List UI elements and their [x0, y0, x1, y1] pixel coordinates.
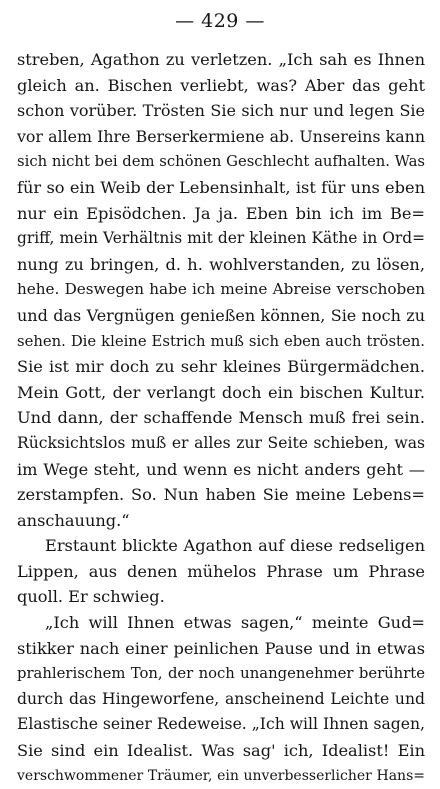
page-number: — 429 — [175, 10, 265, 32]
text-line: verschwommener Träumer, ein unverbesserlicher Hans= [17, 767, 425, 784]
text-line: vor allem Ihre Berserkermiene ab. Unsereins kann [17, 126, 425, 146]
text-line: nung zu bringen, d. h. wohlverstanden, zu lösen, [17, 254, 425, 274]
text-line: sehen. Die kleine Estrich muß sich eben auch trösten. [17, 332, 425, 350]
text-line: hehe. Deswegen habe ich meine Abreise verschoben [17, 280, 425, 299]
text-line: nur ein Episödchen. Ja ja. Eben bin ich im Be= [17, 203, 425, 223]
text-line: durch das Hingeworfene, anscheinend Leichte und [17, 689, 425, 708]
text-line: Und dann, der schaffende Mensch muß frei sein. [17, 408, 425, 428]
text-line: Sie ist mir doch zu sehr kleines Bürgermädchen. [17, 357, 425, 377]
text-line: Lippen, aus denen mühelos Phrase um Phrase [17, 561, 425, 581]
text-line: und das Vergnügen genießen können, Sie noch zu [17, 305, 425, 325]
text-line: streben, Agathon zu verletzen. „Ich sah es Ihnen [17, 50, 425, 69]
text-line: stikker nach einer peinlichen Pause und in etwas [17, 638, 425, 658]
text-line: Elastische seiner Redeweise. „Ich will Ihnen sagen, [17, 715, 425, 734]
text-line: Mein Gott, der verlangt doch ein bischen Kultur. [17, 382, 425, 402]
text-line: Sie sind ein Idealist. Was sag' ich, Idealist! Ein [17, 741, 425, 761]
paragraph-end-line: quoll. Er schwieg. [17, 587, 165, 607]
text-line: Rücksichtslos muß er alles zur Seite schieben, was [17, 433, 425, 452]
text-line: zerstampfen. So. Nun haben Sie meine Lebens= [17, 485, 425, 505]
text-line: gleich an. Bischen verliebt, was? Aber das geht [17, 75, 425, 95]
paragraph-end-line: anschauung.“ [17, 510, 130, 530]
paragraph-start-line: Erstaunt blickte Agathon auf diese redseligen [45, 536, 425, 556]
text-line: griff, mein Verhältnis mit der kleinen Käthe in Ord= [17, 229, 425, 248]
body-text [17, 47, 425, 789]
paragraph-start-line: „Ich will Ihnen etwas sagen,“ meinte Gud= [45, 613, 425, 633]
text-line: schon vorüber. Trösten Sie sich nur und legen Sie [17, 101, 425, 121]
text-line: sich nicht bei dem schönen Geschlecht aufhalten. Was [17, 153, 425, 171]
text-line: für so ein Weib der Lebensinhalt, ist für uns eben [17, 177, 425, 197]
text-line: prahlerischem Ton, der noch unangenehmer berührte [17, 665, 425, 683]
text-line: im Wege steht, und wenn es nicht anders geht — [17, 459, 425, 479]
